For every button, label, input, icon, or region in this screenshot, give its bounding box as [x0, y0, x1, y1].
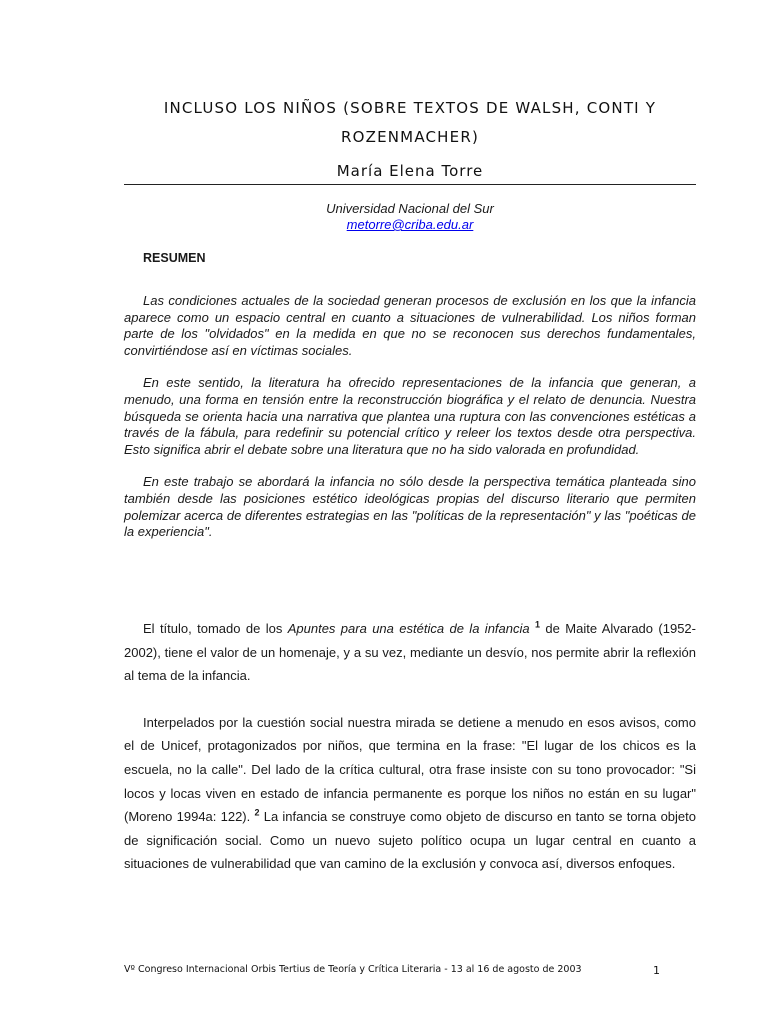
body-text: [124, 617, 696, 899]
text-run: La infancia se construye como objeto de discurso en tanto se torna objeto de significación social. Como un nuevo sujeto político ocupa un lugar central en cuanto a situaciones de vulnerabilidad que van camino de la exclusión y convoca así, diversos enfoques.: [124, 809, 696, 872]
affiliation: [124, 201, 696, 233]
abstract-paragraph: Las condiciones actuales de la sociedad generan procesos de exclusión en los que la infancia aparece como un espacio central en cuanto a situaciones de vulnerabilidad. Los niños forman parte de los "olvidados" en la medida en que no se reconocen sus derechos fundamentales, convirtiéndose así en víctimas sociales.: [124, 293, 696, 358]
title-divider: [124, 184, 696, 185]
text-run: Interpelados por la cuestión social nuestra mirada se detiene a menudo en esos avisos, como el de Unicef, protagonizados por niños, que termina en la frase: "El lugar de los chicos es la escuela, no la calle". Del lado de la crítica cultural, otra frase insiste con su tono provocador: "Si locos y locas viven en estado de infancia permanente es porque los niños no están en su lugar" (Moreno 1994a: 122).: [124, 714, 696, 825]
footer-text: Vº Congreso Internacional Orbis Tertius de Teoría y Crítica Literaria - 13 al 16 de agosto de 2003: [124, 964, 582, 975]
author-email-link[interactable]: metorre@criba.edu.ar: [346, 217, 474, 232]
abstract-paragraph: En este sentido, la literatura ha ofrecido representaciones de la infancia que generan, a menudo, una forma en tensión entre la reconstrucción biográfica y el relato de denuncia. Nuestra búsqueda se orienta hacia una narrativa que plantea una ruptura con las convenciones estéticas a través de la fábula, para redefinir su potencial crítico y releer los textos desde otra perspectiva. Esto significa abrir el debate sobre una literatura que no ha sido valorada en profundidad.: [124, 375, 696, 457]
body-paragraph: [124, 711, 696, 876]
author-name: María Elena Torre: [336, 162, 484, 180]
body-paragraph: [124, 617, 696, 688]
text-run: El título, tomado de los: [143, 621, 288, 636]
institution: Universidad Nacional del Sur: [326, 201, 494, 216]
abstract: [124, 293, 696, 557]
book-title: Apuntes para una estética de la infancia: [287, 621, 530, 636]
footnote-ref[interactable]: 2: [254, 807, 260, 818]
page-footer: [124, 964, 696, 975]
footnote-ref[interactable]: 1: [535, 619, 541, 630]
abstract-heading: RESUMEN: [143, 251, 206, 265]
text-run: de Maite Alvarado (1952-2002), tiene el valor de un homenaje, y a su vez, mediante un desvío, nos permite abrir la reflexión al tema de la infancia.: [124, 621, 696, 684]
abstract-paragraph: En este trabajo se abordará la infancia no sólo desde la perspectiva temática planteada sino también desde las posiciones estético ideológicas propias del discurso literario que permiten polemizar acerca de diferentes estrategias en las "políticas de la representación" y las "poéticas de la experiencia".: [124, 474, 696, 540]
page-number: 1: [653, 964, 660, 977]
paper-title: INCLUSO LOS NIÑOS (SOBRE TEXTOS DE WALSH, CONTI Y ROZENMACHER): [163, 99, 657, 146]
